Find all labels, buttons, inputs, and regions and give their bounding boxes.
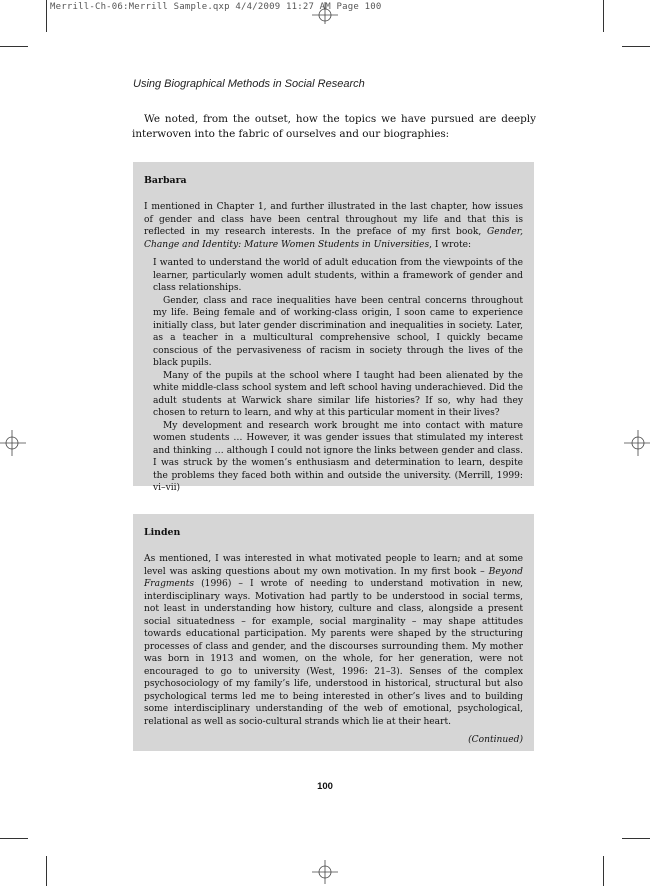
registration-mark-bottom-icon (310, 860, 340, 884)
barbara-paragraph-tail: , I wrote: (429, 239, 472, 250)
crop-mark-bottom-right-vertical (603, 856, 604, 886)
crop-mark-bottom-left-vertical (46, 856, 47, 886)
page-number: 100 (317, 781, 333, 792)
slug-line: Merrill-Ch-06:Merrill Sample.qxp 4/4/2009 11:27 AM Page 100 (50, 2, 382, 12)
quote-paragraph: Gender, class and race inequalities have been central concerns throughout my life. Being female and of working-class origin, I soon came to experience initially class, but later gender discrimination and inequalities in society. Later, as a teacher in a multicultural comprehensive school, I quickly became conscious of the pervasiveness of racism in society through the lives of the black pupils. (153, 295, 523, 368)
crop-mark-top-right-horizontal (622, 46, 650, 47)
barbara-book-title: Gender, Change and Identity: Mature Women Students in Universities (144, 227, 523, 250)
linden-box (133, 514, 534, 751)
barbara-block-quote (153, 257, 523, 495)
quote-paragraph: I wanted to understand the world of adult education from the viewpoints of the learner, particularly women adult students, within a framework of gender and class relationships. (153, 258, 523, 293)
crop-mark-top-left-horizontal (0, 46, 28, 47)
registration-mark-right-icon (624, 428, 650, 458)
linden-paragraph-text: As mentioned, I was interested in what motivated people to learn; and at some level was asking questions about my own motivation. In my first book – (144, 554, 523, 577)
barbara-box (133, 162, 534, 493)
crop-mark-bottom-left-horizontal (0, 838, 28, 839)
crop-mark-bottom-right-horizontal (622, 838, 650, 839)
continued-label: (Continued) (468, 735, 523, 745)
intro-paragraph: We noted, from the outset, how the topics we have pursued are deeply interwoven into the fabric of ourselves and our biographies: (132, 113, 536, 140)
linden-heading: Linden (144, 527, 181, 538)
barbara-paragraph-text: I mentioned in Chapter 1, and further illustrated in the last chapter, how issues of gender and class have been central throughout my life and that this is reflected in my research interests. In the preface of my first book, (144, 202, 523, 237)
linden-book-title: Beyond Fragments (144, 566, 523, 589)
barbara-heading: Barbara (144, 175, 187, 186)
registration-mark-left-icon (0, 428, 26, 458)
crop-mark-top-right-vertical (603, 0, 604, 32)
running-head: Using Biographical Methods in Social Research (133, 78, 365, 90)
registration-mark-top-icon (310, 2, 340, 24)
crop-mark-top-left-vertical (46, 0, 47, 32)
quote-paragraph: My development and research work brought me into contact with mature women students … However, it was gender issues that stimulated my interest and thinking … although I could not ignore the links between gender and class. I was struck by the women’s enthusiasm and determination to learn, despite the problems they faced both within and outside the university. (Merrill, 1999: vi–vii) (153, 420, 523, 493)
barbara-paragraph (144, 201, 523, 251)
linden-paragraph-tail: (1996) – I wrote of needing to understand motivation in new, interdisciplinary ways. Motivation had partly to be understood in social terms, not least in understanding how history, culture and class, alongside a present social situatedness – for example, social marginality – may shape attitudes towards educational participation. My parents were shaped by the structuring processes of class and gender, and the discourses surrounding them. My mother was born in 1913 and women, on the whole, for her generation, were not encouraged to go to university (West, 1996: 21–3). Senses of the complex psychosociology of my family’s life, understood in historical, structural but also psychological terms led me to being interested in other’s lives and to building some interdisciplinary understanding of the web of emotional, psychological, relational as well as socio-cultural strands which lie at their heart. (144, 579, 523, 727)
linden-paragraph (144, 553, 523, 728)
quote-paragraph: Many of the pupils at the school where I taught had been alienated by the white middle-class school system and left school having underachieved. Did the adult students at Warwick share similar life histories? If so, why had they chosen to return to learn, and why at this particular moment in their lives? (153, 370, 523, 418)
